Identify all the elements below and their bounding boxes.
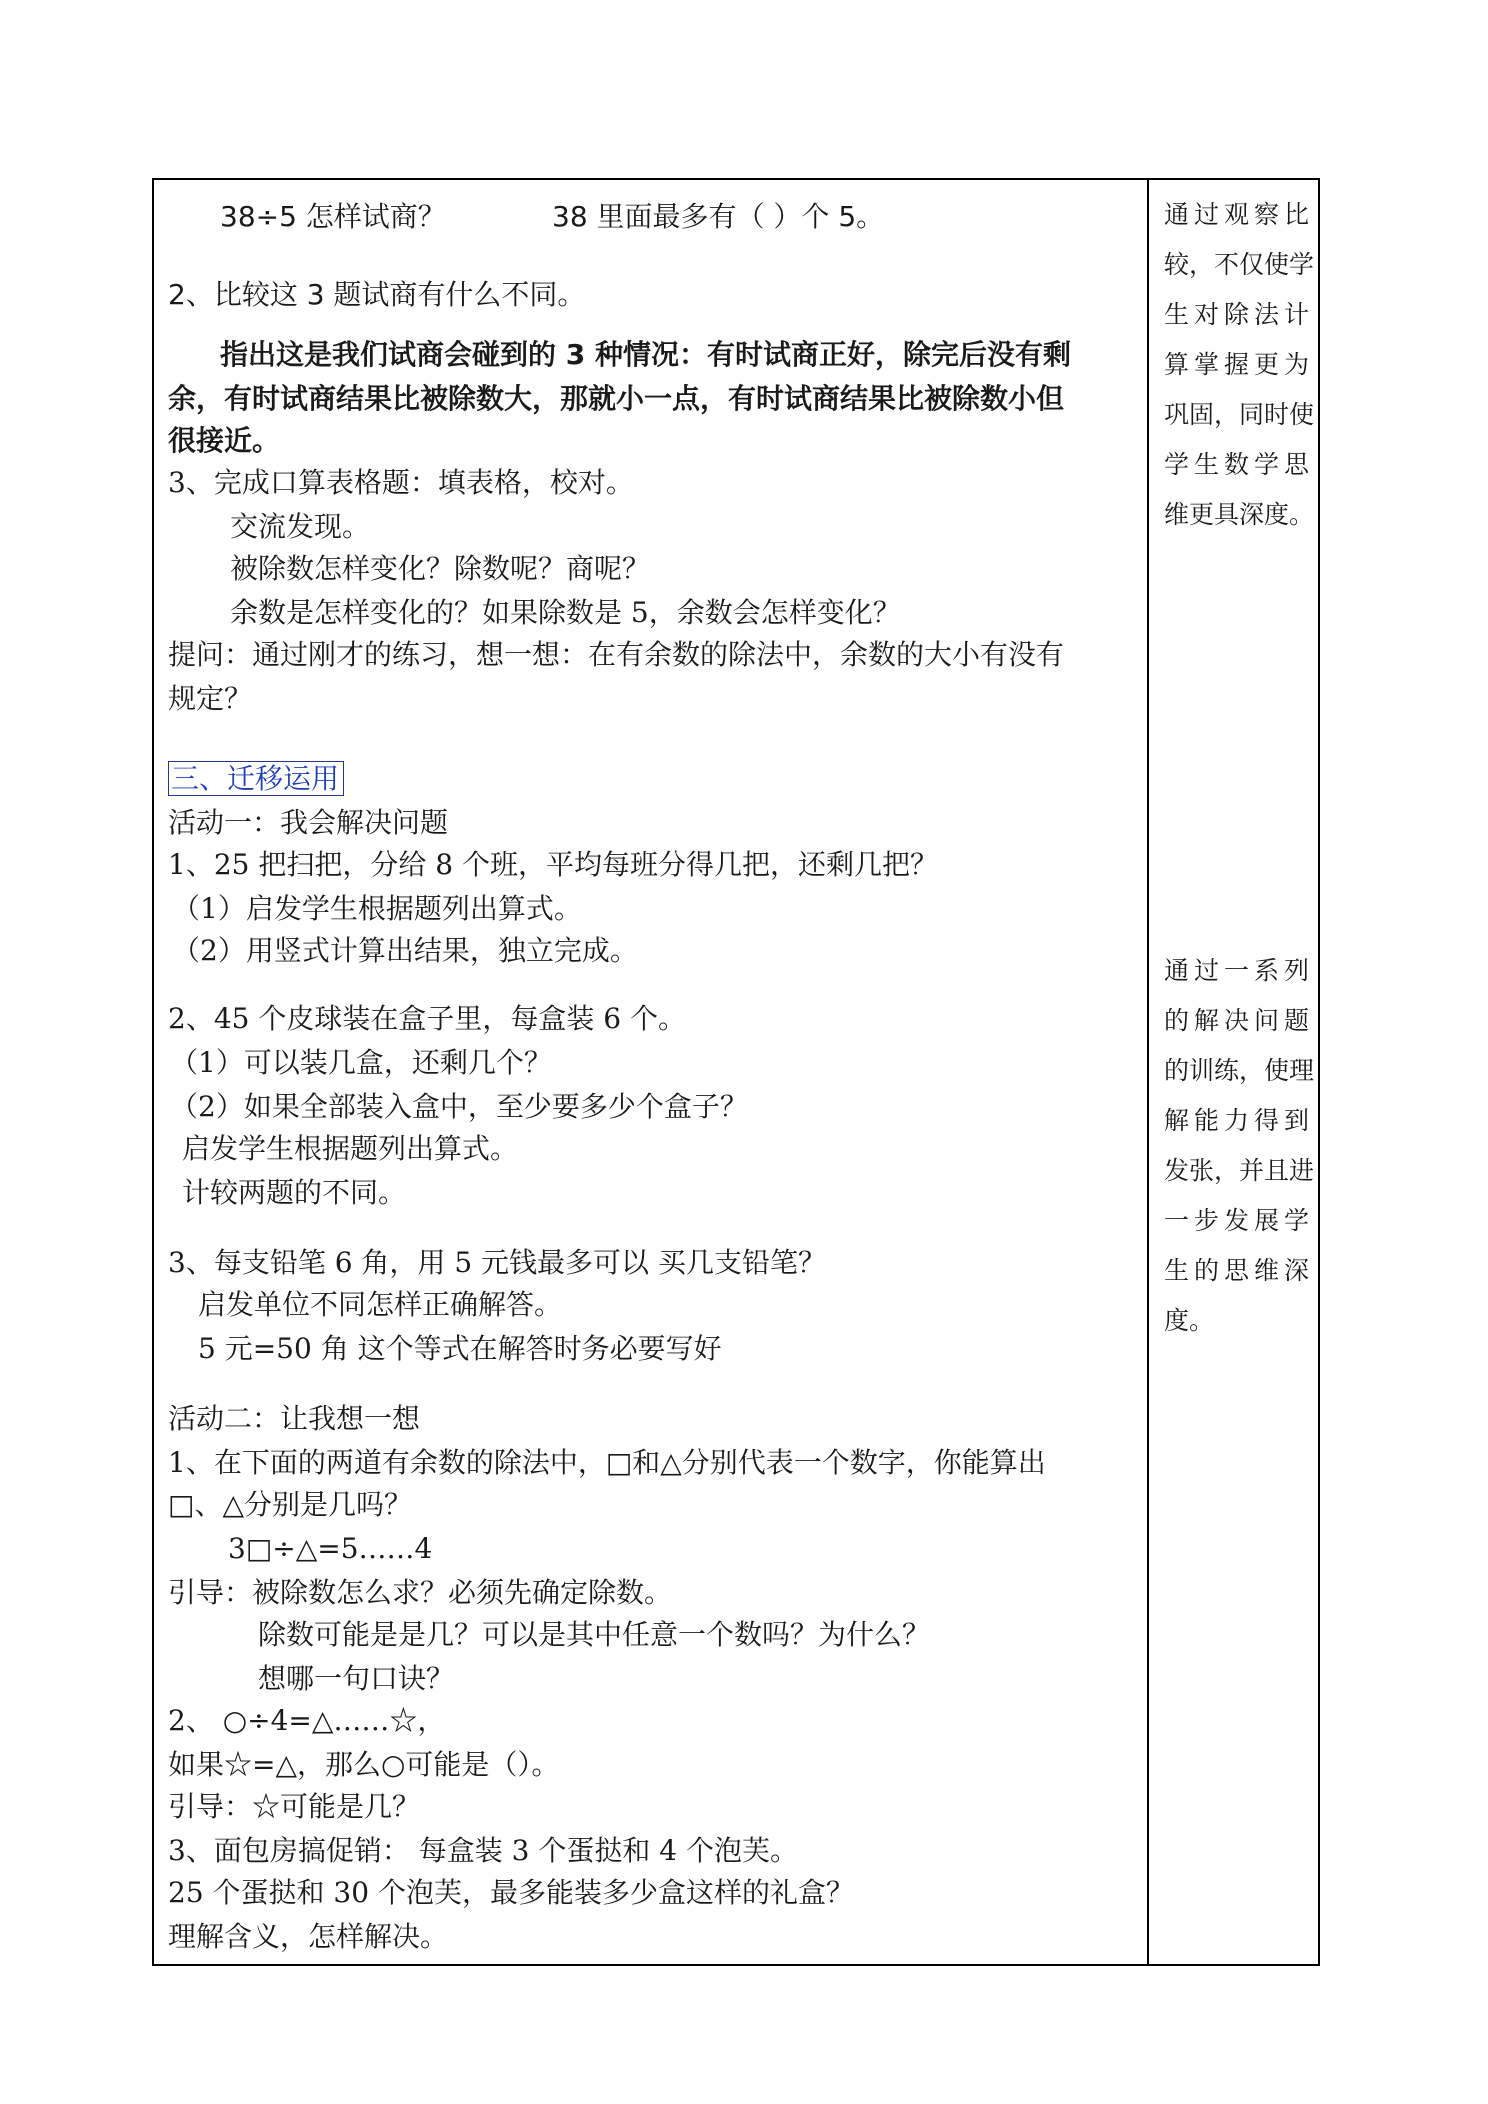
side-note-2-line: 的解决问题 <box>1164 1006 1309 1035</box>
side-note-2-line: 通过一系列 <box>1164 956 1309 985</box>
line-25: 活动二：让我想一想 <box>168 1402 421 1435</box>
lesson-table <box>152 178 1320 1966</box>
line-19: （2）如果全部装入盒中，至少要多少个盒子？ <box>170 1090 748 1123</box>
line-6: 3、完成口算表格题：填表格，校对。 <box>168 466 634 499</box>
line-32: 2、 ○÷4=△……☆， <box>168 1704 446 1737</box>
side-note-1-line: 维更具深度。 <box>1164 500 1315 529</box>
column-divider <box>1147 180 1149 1964</box>
side-note-1-line: 较，不仅使学 <box>1164 250 1315 279</box>
line-22: 3、每支铅笔 6 角，用 5 元钱最多可以 买几支铅笔？ <box>168 1246 826 1279</box>
side-note-2-line: 一步发展学 <box>1164 1206 1309 1235</box>
section-heading: 三、迁移运用 <box>168 760 344 798</box>
line-33: 如果☆=△，那么○可能是（）。 <box>168 1748 560 1781</box>
line-8: 被除数怎样变化？除数呢？商呢？ <box>230 552 651 585</box>
side-note-2-line: 解能力得到 <box>1164 1106 1309 1135</box>
line-30: 除数可能是是几？可以是其中任意一个数吗？为什么？ <box>258 1618 931 1651</box>
line-16: （2）用竖式计算出结果，独立完成。 <box>172 934 638 967</box>
line-34: 引导：☆可能是几？ <box>168 1790 421 1823</box>
line-13: 活动一：我会解决问题 <box>168 806 449 839</box>
line-36: 25 个蛋挞和 30 个泡芙，最多能装多少盒这样的礼盒？ <box>168 1876 854 1909</box>
line-1a: 38÷5 怎样试商？ <box>220 200 446 233</box>
line-35: 3、面包房搞促销： 每盒装 3 个蛋挞和 4 个泡芙。 <box>168 1834 798 1867</box>
side-note-1-line: 生对除法计 <box>1164 300 1309 329</box>
side-note-2-line: 生的思维深 <box>1164 1256 1309 1285</box>
side-note-2-line: 度。 <box>1164 1306 1215 1335</box>
line-28: 3□÷△=5……4 <box>228 1532 433 1565</box>
line-10: 提问：通过刚才的练习，想一想：在有余数的除法中，余数的大小有没有 <box>168 638 1065 671</box>
line-17: 2、45 个皮球装在盒子里，每盒装 6 个。 <box>168 1002 686 1035</box>
main-column <box>168 180 1136 1964</box>
line-37: 理解含义，怎样解决。 <box>168 1920 449 1953</box>
side-note-2-line: 发张，并且进 <box>1164 1156 1315 1185</box>
side-note-1-line: 通过观察比 <box>1164 200 1309 229</box>
line-7: 交流发现。 <box>230 510 371 543</box>
line-9: 余数是怎样变化的？如果除数是 5，余数会怎样变化？ <box>230 596 901 629</box>
side-note-2-line: 的训练，使理 <box>1164 1056 1315 1085</box>
line-31: 想哪一句口诀？ <box>258 1662 455 1695</box>
line-3: 指出这是我们试商会碰到的 3 种情况：有时试商正好，除完后没有剩 <box>220 338 1071 371</box>
line-23: 启发单位不同怎样正确解答。 <box>198 1288 563 1321</box>
line-1b: 38 里面最多有（ ）个 5。 <box>552 200 885 233</box>
line-26: 1、在下面的两道有余数的除法中，□和△分别代表一个数字，你能算出 <box>168 1446 1046 1479</box>
side-note-1-line: 学生数学思 <box>1164 450 1309 479</box>
line-29: 引导：被除数怎么求？必须先确定除数。 <box>168 1576 673 1609</box>
line-5: 很接近。 <box>168 424 281 457</box>
side-note-2 <box>1164 946 1315 1346</box>
side-note-1-line: 算掌握更为 <box>1164 350 1309 379</box>
line-24: 5 元=50 角 这个等式在解答时务必要写好 <box>198 1332 722 1365</box>
line-21: 计较两题的不同。 <box>182 1176 407 1209</box>
line-27: □、△分别是几吗？ <box>168 1488 412 1521</box>
line-4: 余，有时试商结果比被除数大，那就小一点，有时试商结果比被除数小但 <box>168 382 1065 415</box>
line-20: 启发学生根据题列出算式。 <box>182 1132 519 1165</box>
line-15: （1）启发学生根据题列出算式。 <box>172 892 582 925</box>
line-2: 2、比较这 3 题试商有什么不同。 <box>168 278 586 311</box>
line-11: 规定？ <box>168 682 253 715</box>
line-14: 1、25 把扫把，分给 8 个班，平均每班分得几把，还剩几把？ <box>168 848 938 881</box>
side-note-1-line: 巩固，同时使 <box>1164 400 1315 429</box>
line-18: （1）可以装几盒，还剩几个？ <box>170 1046 552 1079</box>
side-note-1 <box>1164 190 1315 540</box>
